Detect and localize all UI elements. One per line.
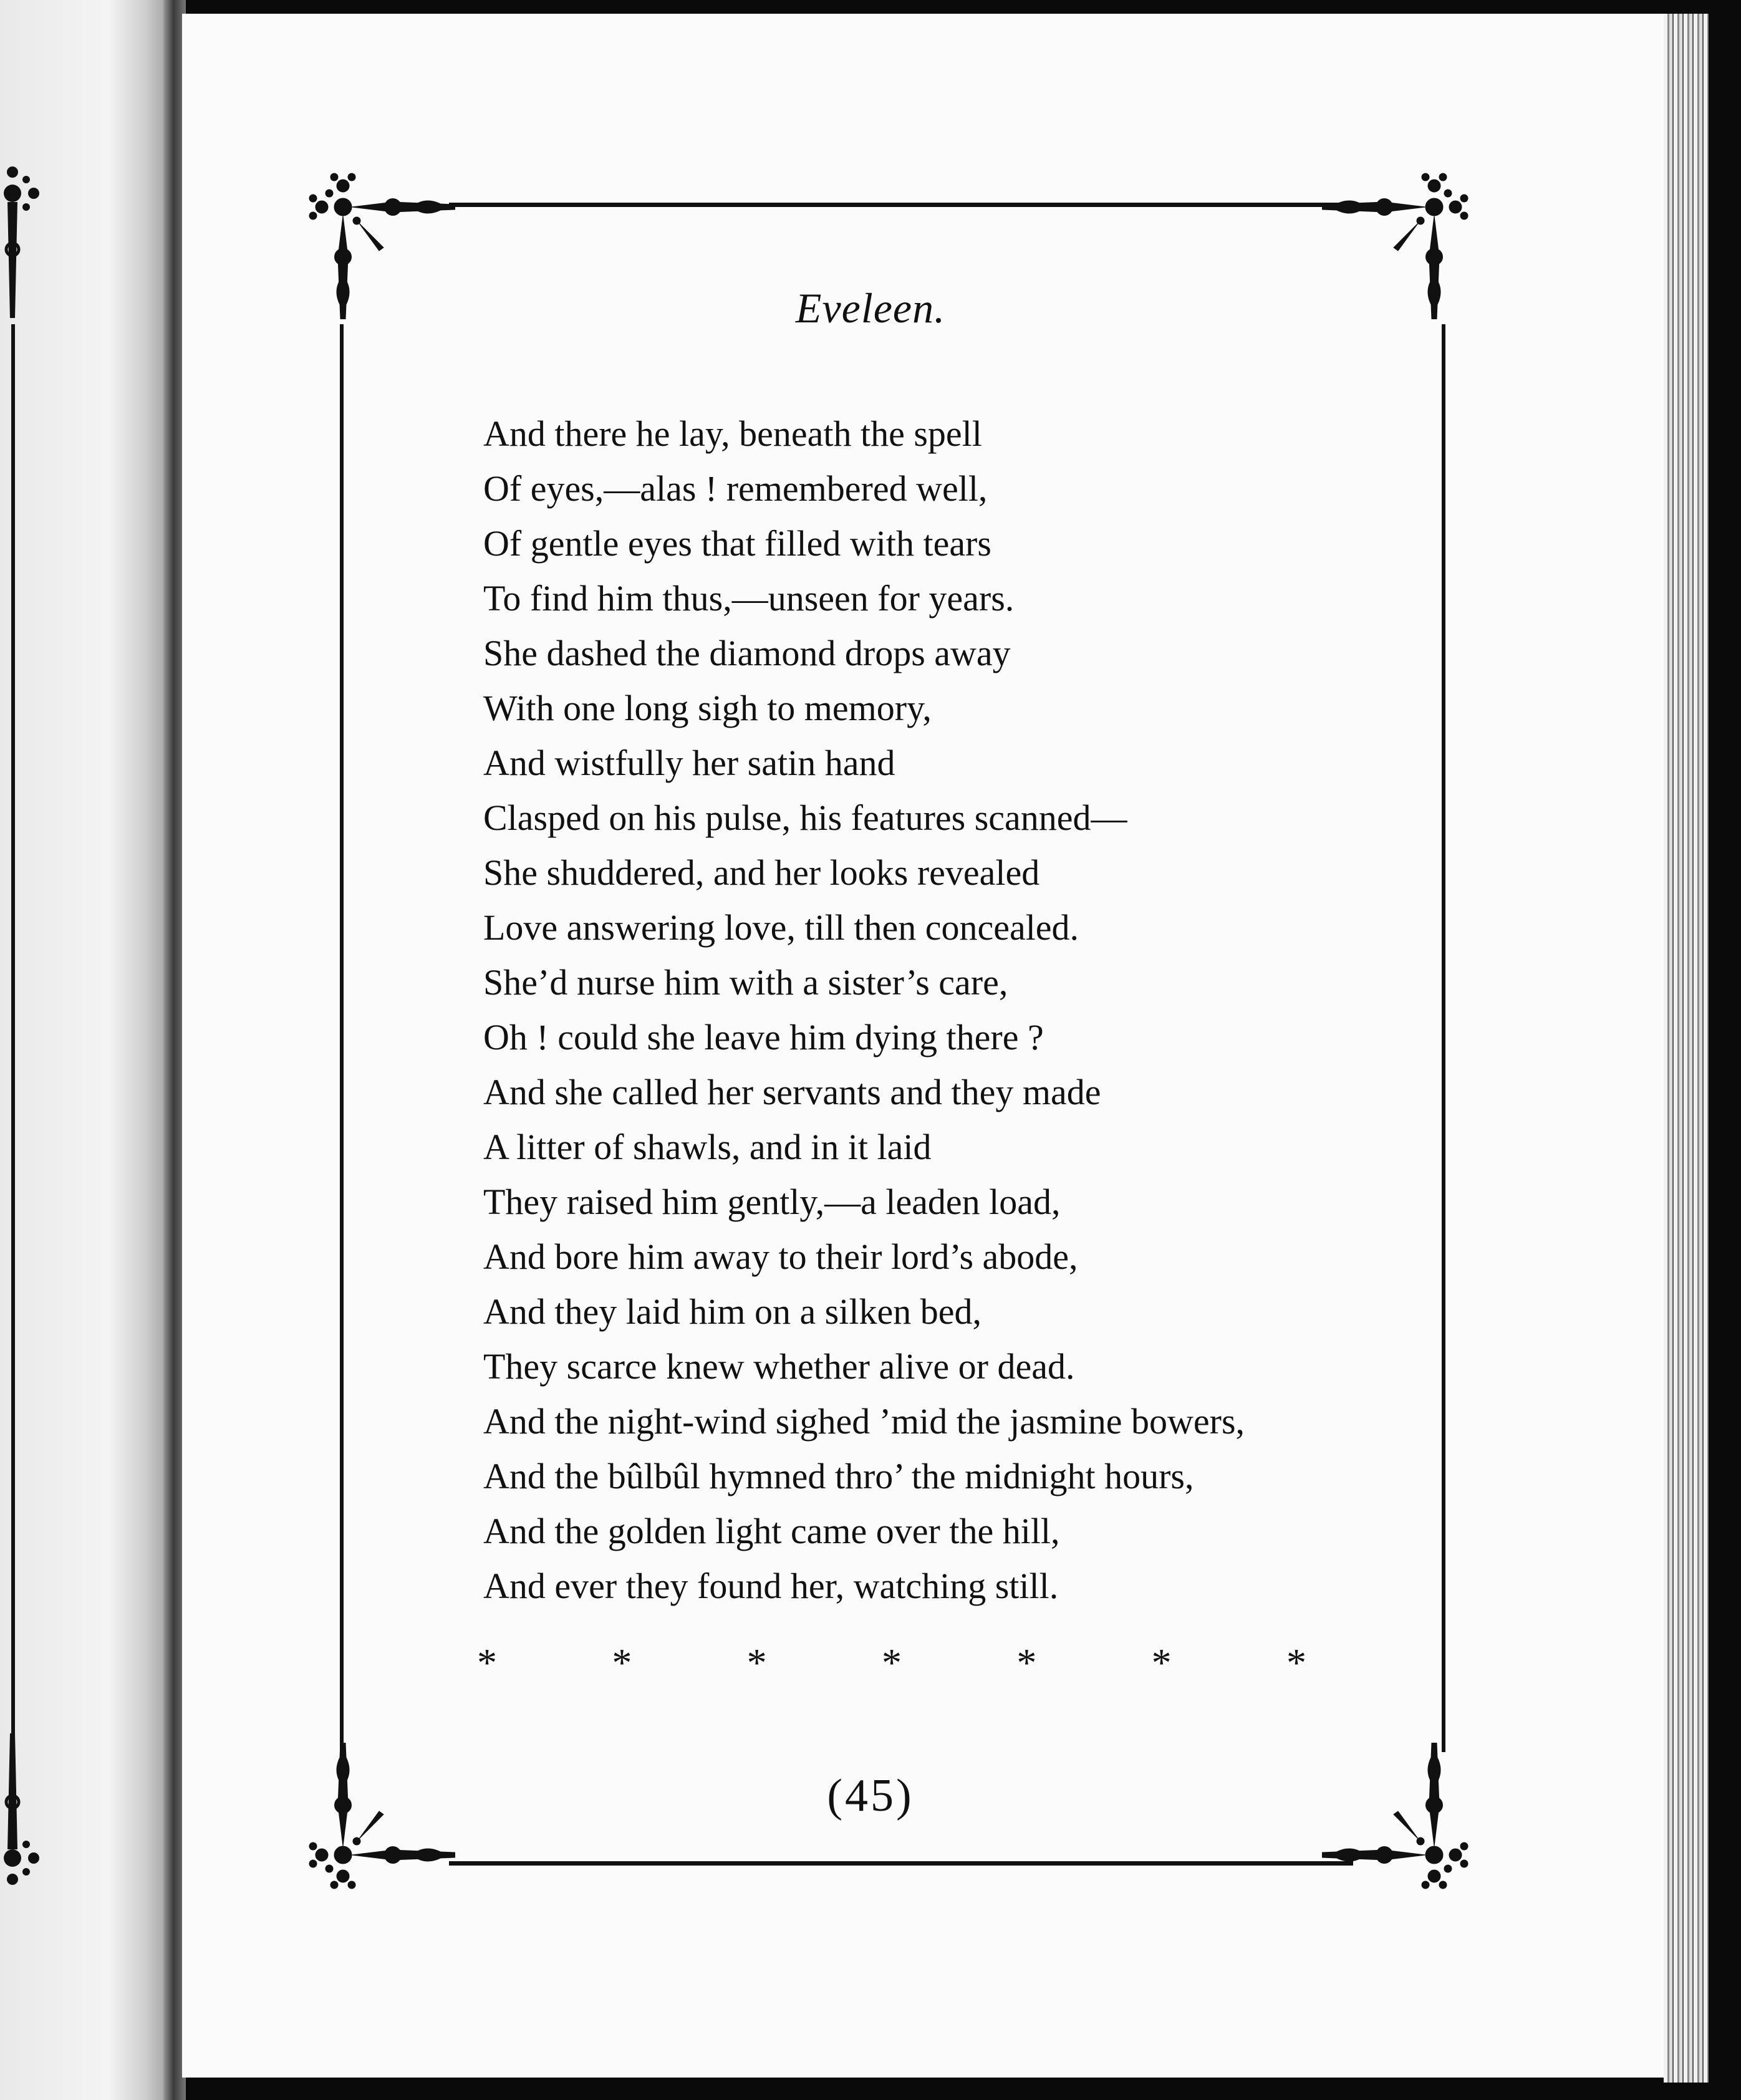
frame-bottom-line bbox=[449, 1861, 1353, 1866]
separator-asterisk: * bbox=[1286, 1640, 1306, 1685]
poem-line: Of eyes,—alas ! remembered well, bbox=[483, 468, 988, 509]
poem-line: And she called her servants and they made bbox=[483, 1072, 1101, 1112]
poem-line: They scarce knew whether alive or dead. bbox=[483, 1346, 1075, 1387]
page-number: (45) bbox=[827, 1770, 914, 1821]
poem-line: A litter of shawls, and in it laid bbox=[483, 1127, 932, 1167]
poem-line: Oh ! could she leave him dying there ? bbox=[483, 1017, 1044, 1057]
separator-asterisk: * bbox=[1151, 1640, 1172, 1685]
facing-page-border-rule bbox=[11, 324, 15, 1733]
separator-asterisk: * bbox=[1016, 1640, 1037, 1685]
poem-line: She shuddered, and her looks revealed bbox=[483, 852, 1040, 893]
section-separator bbox=[477, 1640, 1306, 1686]
poem-line: Clasped on his pulse, his features scanned— bbox=[483, 797, 1127, 838]
poem-line: And they laid him on a silken bed, bbox=[483, 1291, 981, 1332]
poem-line: And the bûlbûl hymned thro’ the midnight hours, bbox=[483, 1456, 1194, 1496]
frame-top-line bbox=[449, 203, 1353, 207]
poem-line: And ever they found her, watching still. bbox=[483, 1566, 1059, 1606]
poem-line: And the night-wind sighed ’mid the jasmine bowers, bbox=[483, 1401, 1245, 1442]
poem-line: With one long sigh to memory, bbox=[483, 688, 932, 728]
poem-line: To find him thus,—unseen for years. bbox=[483, 578, 1015, 619]
poem-body bbox=[483, 407, 1245, 1614]
poem-line: And the golden light came over the hill, bbox=[483, 1511, 1060, 1551]
separator-asterisk: * bbox=[881, 1640, 902, 1685]
frame-left-line bbox=[340, 324, 344, 1752]
poem-line: They raised him gently,—a leaden load, bbox=[483, 1182, 1061, 1222]
separator-asterisk: * bbox=[612, 1640, 632, 1685]
poem-line: And there he lay, beneath the spell bbox=[483, 413, 982, 454]
poem-line: And wistfully her satin hand bbox=[483, 743, 895, 783]
poem-line: She’d nurse him with a sister’s care, bbox=[483, 962, 1008, 1003]
poem-line: Love answering love, till then concealed. bbox=[483, 907, 1079, 948]
poem-title: Eveleen. bbox=[795, 284, 946, 332]
separator-asterisk: * bbox=[746, 1640, 767, 1685]
poem-line: And bore him away to their lord’s abode, bbox=[483, 1236, 1078, 1277]
poem-line: She dashed the diamond drops away bbox=[483, 633, 1011, 673]
separator-asterisk: * bbox=[477, 1640, 497, 1685]
poem-line: Of gentle eyes that filled with tears bbox=[483, 523, 991, 564]
frame-right-line bbox=[1442, 324, 1445, 1752]
